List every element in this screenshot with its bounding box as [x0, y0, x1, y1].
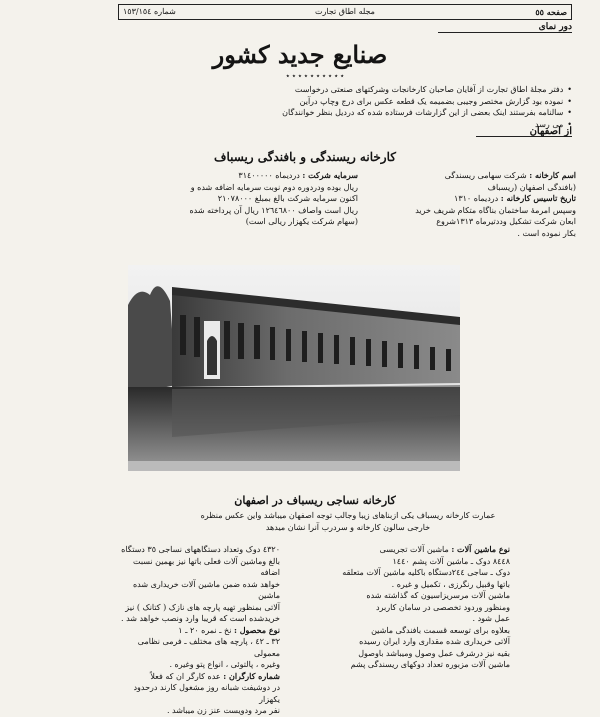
- text-line: آلاتی بمنظور تهیه پارچه های نازک ( کتانک ) نیز: [125, 602, 280, 612]
- intro-line: • نموده بود گزارش مختصر وجیبی بضمیمه یک قطعه عکس برای درج وچاپ درآین: [299, 96, 572, 106]
- text-line: اسم کارخانه : شرکت سهامی ریسندگی: [444, 170, 576, 180]
- text-line: آلاتی خریداری شده مقداری وارد ایران رسیده: [359, 637, 510, 646]
- text-line: ٣٢ ـ ٤٢ ، پارچه های مختلف ـ فرمی نظامی معمولی: [137, 637, 280, 658]
- text-line: بعلاوه برای توسعه قسمت بافندگی ماشین: [371, 625, 510, 635]
- text-line: دوک ـ ساجی ٢٤٤دستگاه باکلیه ماشین آلات متعلقه: [342, 568, 510, 577]
- text-line: وغیره ، پالتوئی ، انواع پتو وغیره .: [169, 660, 280, 669]
- caption-line: عمارت کارخانه ریسباف یکی ازبناهای زیبا وجالب توجه اصفهان میباشد واین عکس منظره: [200, 511, 496, 520]
- text-line: ابعان شرکت تشکیل وددتیرماه ١٣١٣شروع: [436, 217, 576, 226]
- factory2-right-column: [288, 544, 510, 671]
- factory-photo: [128, 265, 460, 471]
- factory1-heading: کارخانه ریسندگی و بافندگی ریسباف: [214, 150, 396, 164]
- text-line: ریال بوده ودردوره دوم نوبت سرمایه اضافه شده و: [190, 182, 358, 192]
- text-line: نوع محصول : نخ ـ نمره ٢٠ ـ ١: [178, 624, 280, 635]
- text-line: عمل شود .: [472, 614, 510, 623]
- factory2-left-column: [120, 544, 280, 717]
- text-line: نفر مرد ودویست عنز زن میباشد .: [166, 706, 280, 715]
- section-label-top: دور نمای: [538, 22, 572, 32]
- page-header: [118, 4, 572, 20]
- intro-line: • دفتر مجلهٔ اطاق تجارت از آقایان صاحبان کارخانجات وشرکتهای صنعتی درخواست: [294, 85, 572, 94]
- intro-paragraph: [148, 84, 572, 130]
- photo-caption: [168, 510, 528, 533]
- text-line: در دوشیفت شبانه روز مشغول کارند درحدود یکهزار: [133, 683, 280, 704]
- text-line: ومنظور وردود تخصصی در سامان کاربرد: [376, 602, 510, 612]
- caption-line: خارجی سالون کارخانه و سردرب آنرا نشان میدهد: [265, 522, 431, 532]
- text-line: ٤٣٢٠ دوک وتعداد دستگاههای نساجی ٣٥ دستگاه: [121, 545, 280, 554]
- magazine-name: مجله اطاق تجارت: [315, 7, 375, 16]
- intro-line: • سالنامه بفرستند اینک بعضی از این گزارشات فرستاده شده که دردیل بنظر خوانندگان: [282, 108, 572, 117]
- text-line: ماشین آلات مرسریزاسیون که گذاشته شده: [366, 591, 510, 600]
- text-line: بکار نموده است .: [517, 228, 576, 238]
- text-line: ریال است واصاف ١٢٦٤٦٨٠٠ ریال آن پرداخته شده: [189, 205, 358, 215]
- text-line: بالغ وماشین آلات فعلی باتها نیز بهمین نسبت اضافه: [132, 556, 280, 577]
- divider: [438, 32, 572, 33]
- title-ornament: ٭ ٭ ٭ ٭ ٭ ٭ ٭ ٭ ٭ ٭: [285, 72, 345, 80]
- text-line: وسپس امرمهٔ ساختمان بناگاه متکام شریف خرید: [415, 205, 576, 215]
- text-line: (سهام شرکت یکهزار ریالی است): [245, 217, 358, 226]
- issue-number: شماره ١٥٣/١٥٤: [123, 7, 176, 16]
- factory1-right-column: [368, 170, 576, 239]
- factory1-left-column: [130, 170, 358, 228]
- text-line: باتها وقبیل رنگرزی ، تکمیل و غیره .: [391, 579, 510, 589]
- factory2-heading: کارخانه نساجی ریسباف در اصفهان: [234, 494, 396, 507]
- text-line: (بافندگی اصفهان (ریسباف: [487, 182, 576, 192]
- page-number: صفحه ٥٥: [535, 7, 567, 17]
- text-line: نوع ماشین آلات : ماشین آلات تجریسی: [379, 544, 510, 554]
- section-label-city: از اصفهان: [529, 126, 572, 137]
- text-line: خریدشده است که قریبا وارد ونصب خواهد شد .: [121, 614, 280, 623]
- page-title: صنایع جدید کشور: [212, 40, 388, 69]
- text-line: سرمایه شرکت : دردیماه ٣١٤٠٠٠٠٠: [238, 170, 358, 180]
- text-line: بقیه نیز درشرف عمل وصول ومیباشد باوصول: [358, 648, 510, 658]
- text-line: تاریخ تاسیس کارخانه : دردیماه ١٣١٠: [454, 193, 576, 203]
- text-line: ٨٤٤٨ دوک ـ ماشین آلات پشم ١٤٤٠: [392, 556, 510, 566]
- intro-line: • می رسد: [535, 119, 572, 129]
- text-line: شماره کارگران : عده کارگر ان که فعلاً: [150, 670, 280, 681]
- text-line: اکنون سرمایه شرکت بالغ بمبلغ ٢١٠٧٨٠٠٠: [217, 194, 358, 203]
- text-line: ماشین آلات مزبوره تعداد دوکهای ریسندگی پشم: [350, 660, 510, 669]
- text-line: خواهد شده ضمن ماشین آلات خریداری شده ماشین: [132, 579, 280, 600]
